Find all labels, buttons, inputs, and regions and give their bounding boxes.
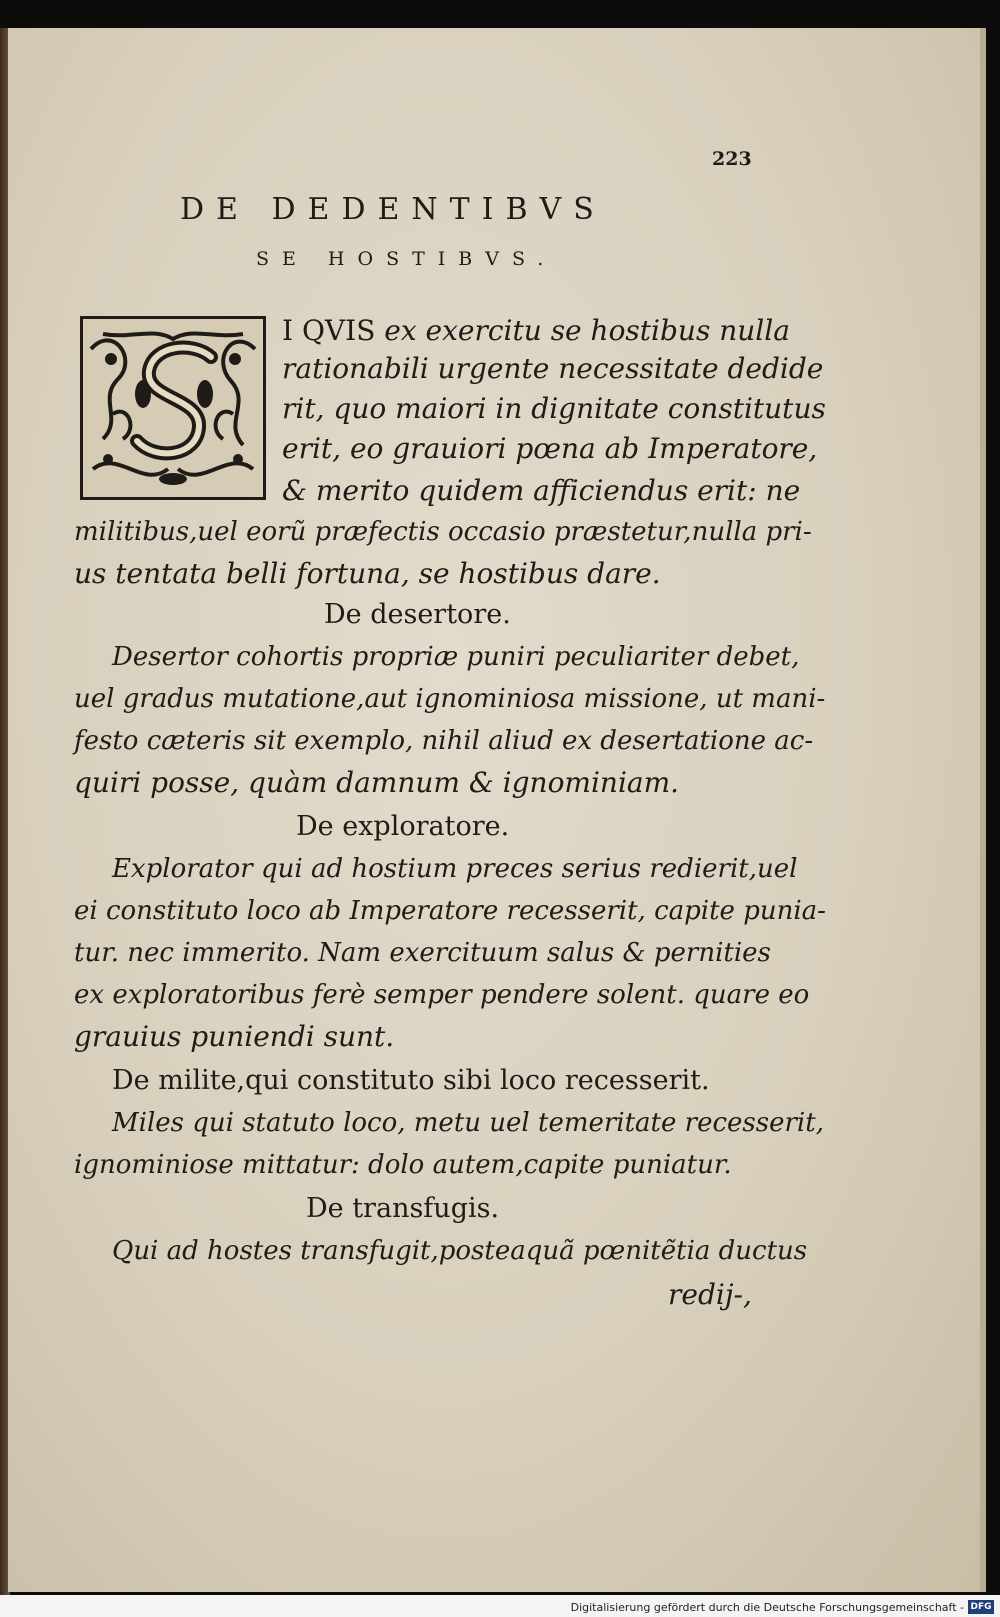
chapter-title: DE DEDENTIBVS bbox=[180, 192, 606, 227]
text-line: erit, eo grauiori pœna ab Imperatore, bbox=[282, 432, 818, 465]
folio-number: 223 bbox=[712, 148, 752, 170]
attribution-bar bbox=[0, 1595, 1000, 1617]
section-heading: De desertore. bbox=[324, 599, 511, 630]
text-line: I QVIS ex exercitu se hostibus nulla bbox=[282, 314, 790, 347]
text-line: us tentata belli fortuna, se hostibus dare. bbox=[74, 557, 661, 590]
section-heading: De exploratore. bbox=[296, 811, 510, 842]
text-line: rationabili urgente necessitate dedide bbox=[282, 352, 824, 385]
decorated-initial bbox=[80, 316, 266, 500]
text-line: ei constituto loco ab Imperatore recesserit, capite punia- bbox=[74, 896, 826, 926]
chapter-subtitle: SE HOSTIBVS. bbox=[256, 248, 557, 270]
section-heading: De transfugis. bbox=[306, 1193, 500, 1224]
text-line: festo cæteris sit exemplo, nihil aliud ex desertatione ac- bbox=[74, 726, 814, 756]
text-line: Qui ad hostes transfugit,posteaquã pœnitẽtia ductus bbox=[112, 1236, 808, 1266]
text-line: Desertor cohortis propriæ puniri peculiariter debet, bbox=[112, 642, 800, 672]
initial-continuation: I QVIS bbox=[282, 314, 376, 347]
text-line: grauius puniendi sunt. bbox=[74, 1020, 395, 1053]
funding-credit: Digitalisierung gefördert durch die Deutsche Forschungsgemeinschaft - bbox=[570, 1601, 964, 1614]
text-line: tur. nec immerito. Nam exercituum salus & pernities bbox=[74, 938, 771, 968]
text-line: militibus,uel eorũ præfectis occasio præstetur,nulla pri- bbox=[74, 517, 812, 547]
text-line: ignominiose mittatur: dolo autem,capite puniatur. bbox=[74, 1150, 732, 1180]
section-heading: De milite,qui constituto sibi loco recesserit. bbox=[112, 1065, 710, 1096]
text-line: ex exploratoribus ferè semper pendere solent. quare eo bbox=[74, 980, 810, 1010]
text-line: uel gradus mutatione,aut ignominiosa missione, ut mani- bbox=[74, 684, 826, 714]
text-line: quiri posse, quàm damnum & ignominiam. bbox=[74, 766, 680, 799]
text-line: Miles qui statuto loco, metu uel temeritate recesserit, bbox=[112, 1108, 824, 1138]
text-line: rit, quo maiori in dignitate constitutus bbox=[282, 392, 826, 425]
text-line: Explorator qui ad hostium preces serius redierit,uel bbox=[112, 854, 798, 884]
text-line: & merito quidem afficiendus erit: ne bbox=[282, 474, 801, 507]
dfg-logo-icon: DFG bbox=[968, 1600, 994, 1614]
foliage-ornament-icon bbox=[83, 319, 263, 497]
catchword: redij-, bbox=[668, 1278, 752, 1311]
